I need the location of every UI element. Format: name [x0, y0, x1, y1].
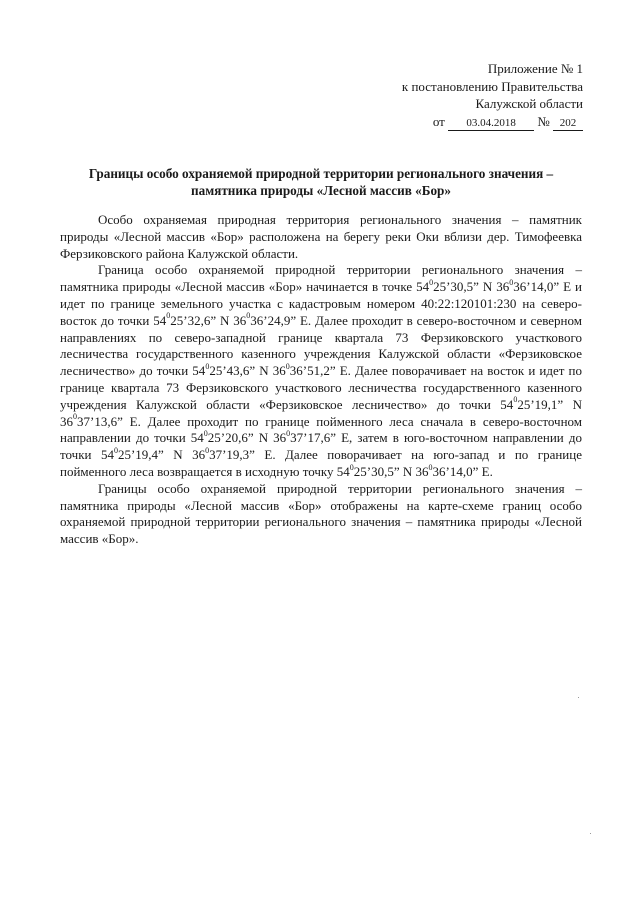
scan-speck: [590, 833, 591, 834]
appendix-header: [402, 60, 583, 131]
paragraph-map-reference: Границы особо охраняемой природной территории регионального значения – памятника природы «Лесной массив «Бор» отображены на карте-схеме границ особо охраняемой природной территории регионального значения – памятника природы «Лесной массив «Бор».: [60, 480, 582, 547]
document-title: [60, 165, 582, 199]
paragraph-location: Особо охраняемая природная территория регионального значения – памятник природы «Лесной массив «Бор» расположена на берегу реки Оки вблизи дер. Тимофеевка Ферзиковского района Калужской области.: [60, 212, 582, 261]
decree-date: 03.04.2018: [448, 117, 534, 131]
document-body: [60, 212, 582, 548]
number-label: №: [537, 113, 550, 129]
appendix-region-line: Калужской области: [475, 96, 583, 111]
scan-speck: [578, 697, 579, 698]
appendix-title: Приложение № 1: [487, 61, 583, 76]
appendix-decree-line: к постановлению Правительства: [401, 78, 583, 94]
title-line-2: памятника природы «Лесной массив «Бор»: [191, 183, 451, 198]
appendix-date-number-line: [402, 113, 583, 131]
paragraph-boundary-description: Граница особо охраняемой природной территории регионального значения – памятника природы «Лесной массив «Бор» начинается в точке $54^025’30,5$” N $36^036’14,0$” E и идет по границе земельного участка с кадастровым номером 40:22:120101:230 на северо-восток до точки $54^025’32,6$” N $36^036’24,9$” E. Далее проходит в северо-восточном и северном направлениях по северо-западной границе квартала 73 Ферзиковского участкового лесничества государственного казенного учреждения Калужской области «Ферзиковское лесничество» до точки $54^025’43,6$” N $36^036’51,2$” E. Далее поворачивает на восток и идет по границе квартала 73 Ферзиковского участкового лесничества государственного казенного учреждения Калужской области «Ферзиковское лесничество» до точки $54^025’19,1$” N $36^037’13,6$” E. Далее проходит по границе пойменного леса сначала в северо-восточном направлении до точки $54^025’20,6$” N $36^037’17,6$” E, затем в юго-восточном направлении до точки $54^025’19,4$” N $36^037’19,3$” E. Далее поворачивает на юго-запад и по границе пойменного леса возвращается в исходную точку $54^025’30,5$” N $36^036’14,0$” E.: [60, 262, 582, 479]
title-line-1: Границы особо охраняемой природной территории регионального значения –: [88, 166, 554, 181]
from-label: от: [432, 113, 445, 129]
decree-number: 202: [553, 117, 583, 131]
